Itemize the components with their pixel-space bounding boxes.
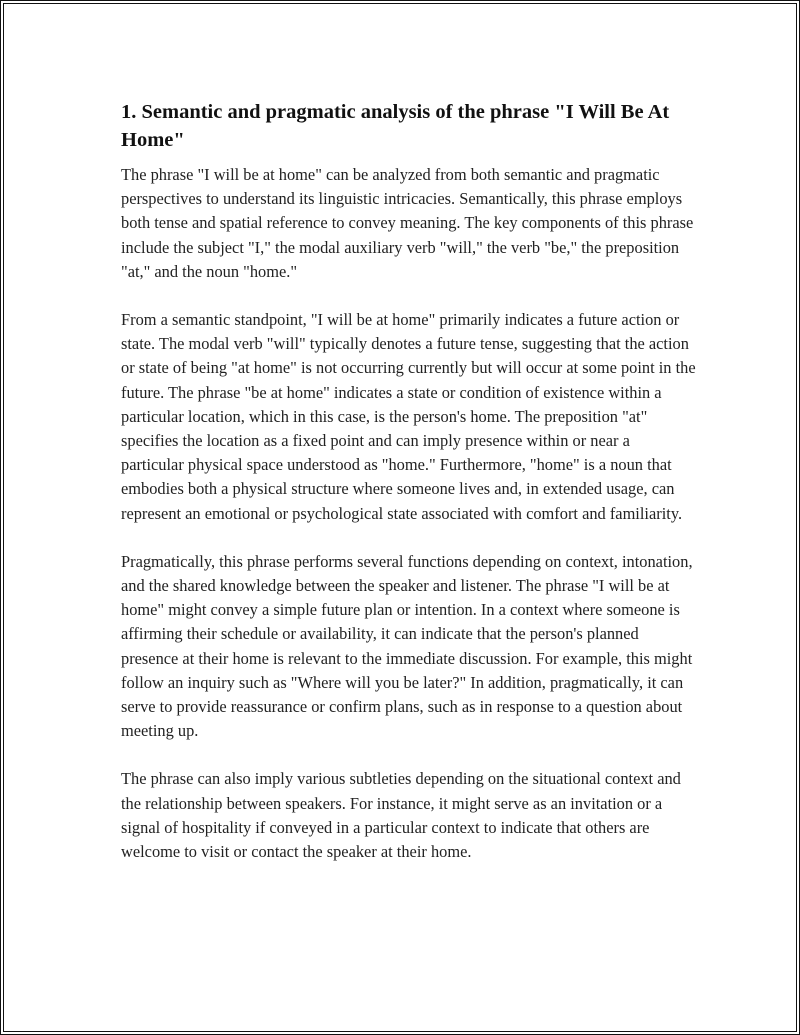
paragraph-3: Pragmatically, this phrase performs several functions depending on context, intonation, and the shared knowledge between the speaker and listener. The phrase "I will be at home" might convey a simple future plan or intention. In a context where someone is affirming their schedule or availability, it can indicate that the person's planned presence at their home is relevant to the immediate discussion. For example, this might follow an inquiry such as "Where will you be later?" In addition, pragmatically, it can serve to provide reassurance or confirm plans, such as in response to a question about meeting up.: [121, 551, 693, 741]
section-heading: 1. Semantic and pragmatic analysis of the phrase "I Will Be At Home": [121, 101, 670, 151]
paragraph-2: From a semantic standpoint, "I will be at home" primarily indicates a future action or state. The modal verb "will" typically denotes a future tense, suggesting that the action or state of being "at home" is not occurring currently but will occur at some point in the future. The phrase "be at home" indicates a state or condition of existence within a particular location, which in this case, is the person's home. The preposition "at" specifies the location as a fixed point and can imply presence within or near a particular physical space understood as "home." Furthermore, "home" is a noun that embodies both a physical structure where someone lives and, in extended usage, can represent an emotional or psychological state associated with comfort and familiarity.: [121, 310, 696, 523]
paragraph-4: The phrase can also imply various subtleties depending on the situational context and the relationship between speakers. For instance, it might serve as an invitation or a signal of hospitality if conveyed in a particular context to indicate that others are welcome to visit or contact the speaker at their home.: [121, 769, 681, 862]
page-border: [3, 3, 797, 1032]
document-body: [121, 98, 696, 888]
paragraph-1: The phrase "I will be at home" can be analyzed from both semantic and pragmatic perspectives to understand its linguistic intricacies. Semantically, this phrase employs both tense and spatial reference to convey meaning. The key components of this phrase include the subject "I," the modal auxiliary verb "will," the verb "be," the preposition "at," and the noun "home.": [121, 165, 694, 281]
